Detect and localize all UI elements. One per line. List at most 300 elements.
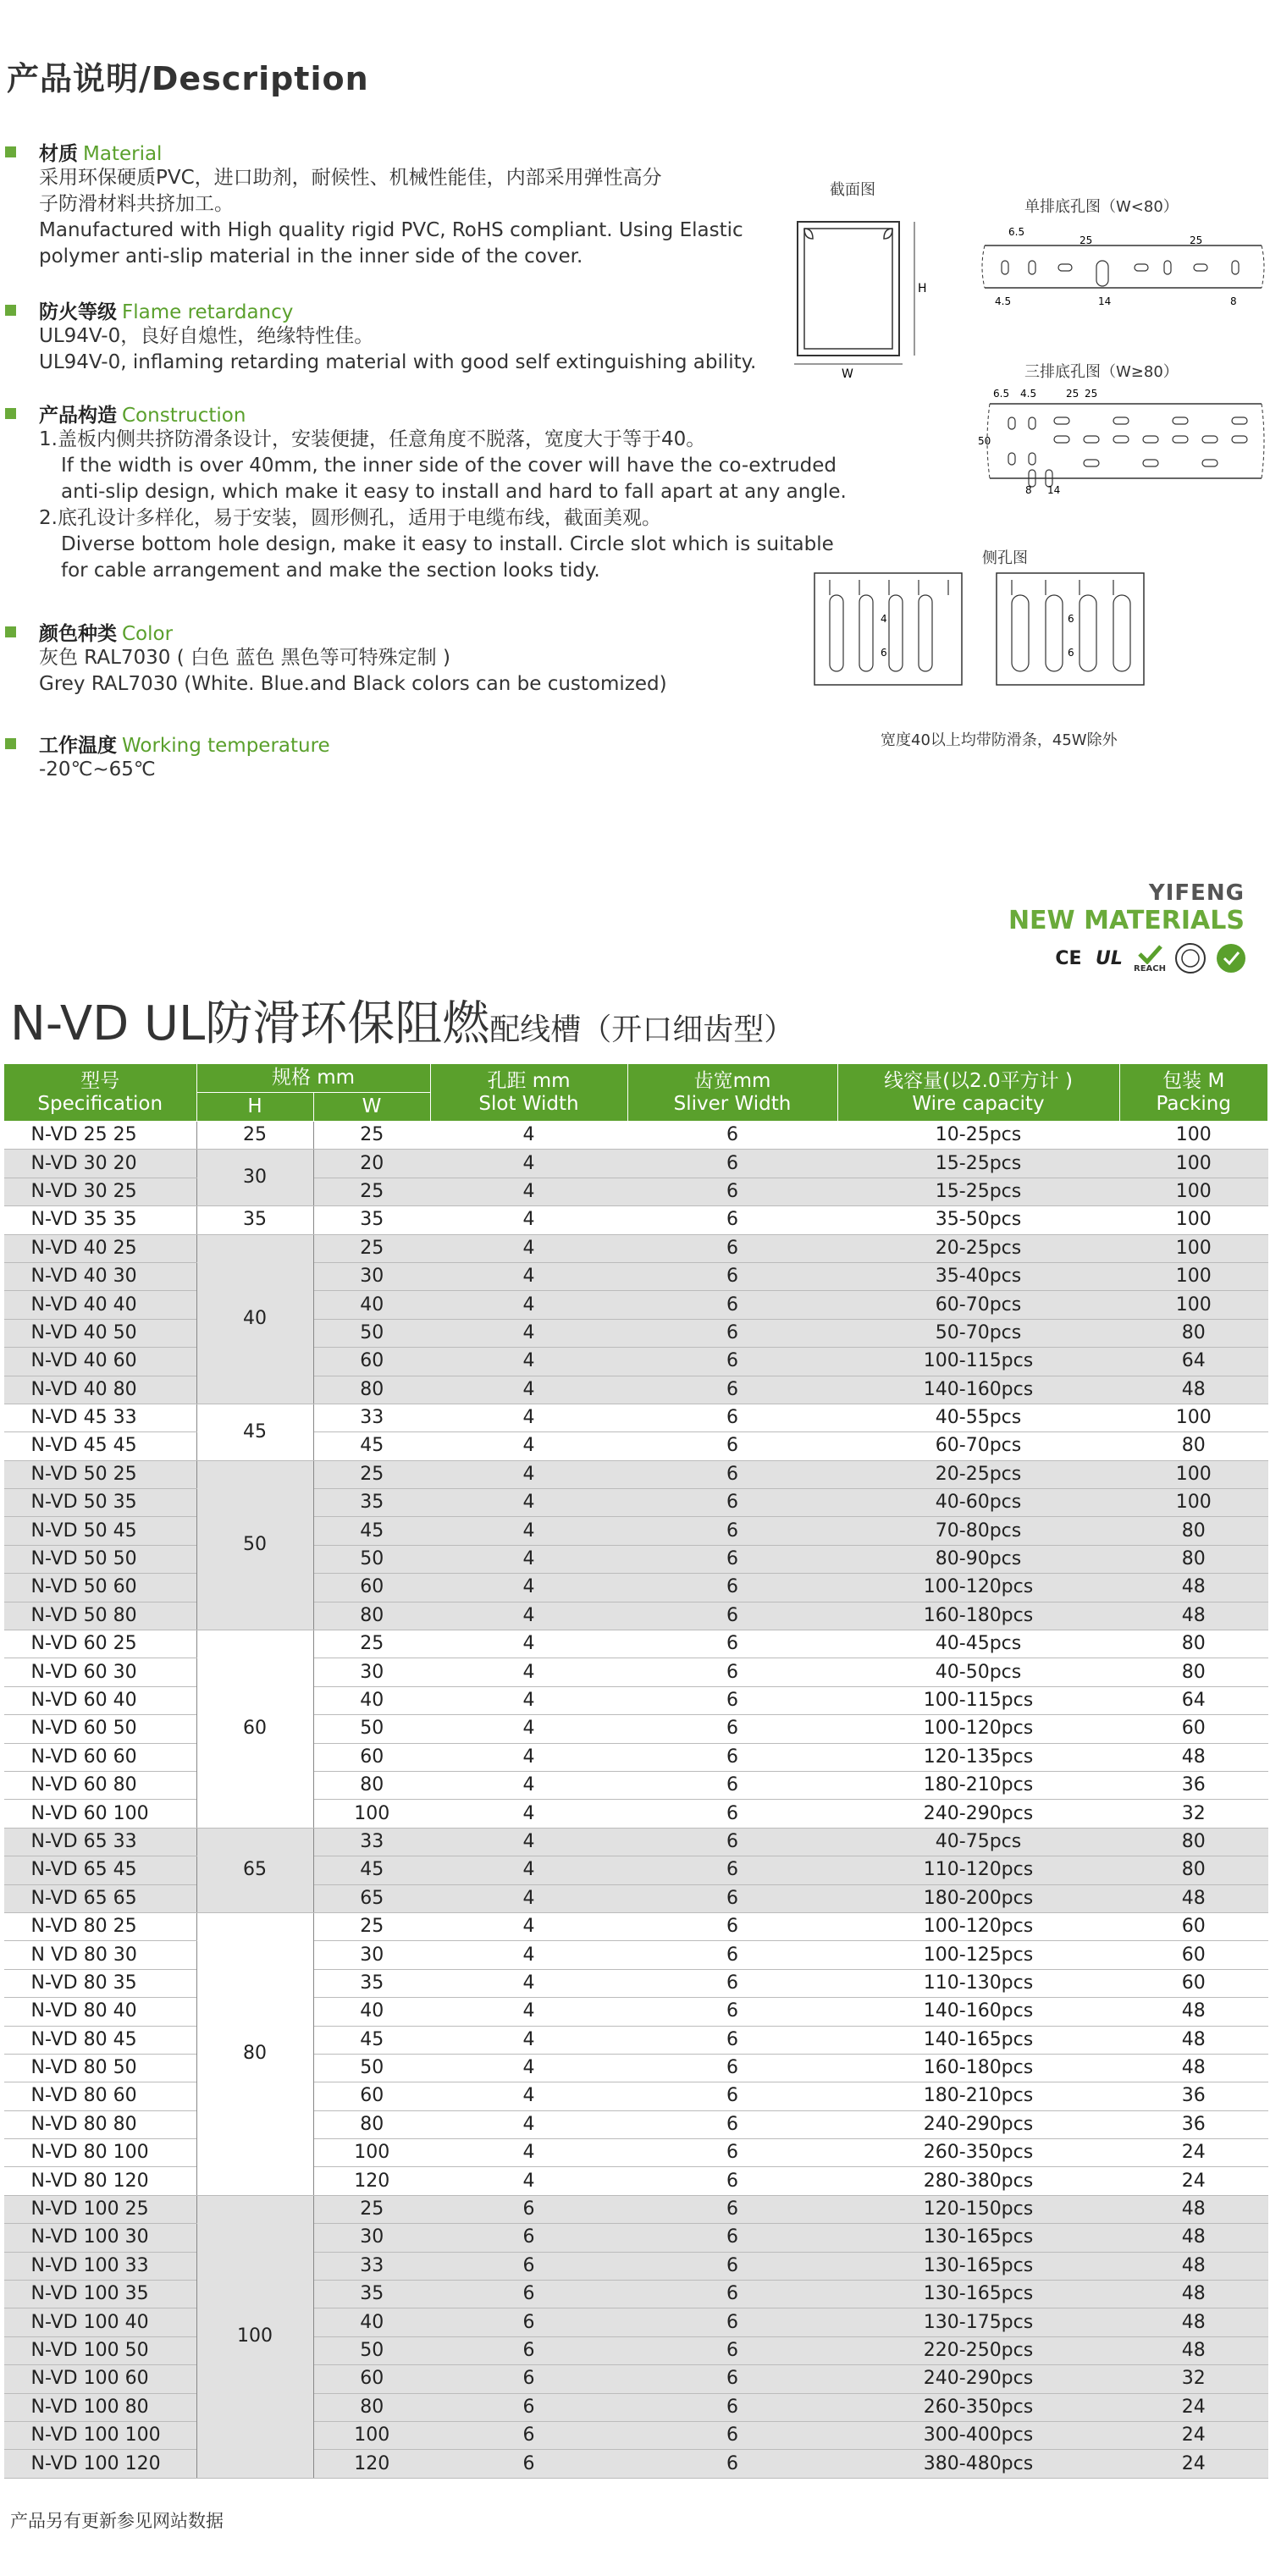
diagram-panel [787, 169, 1270, 779]
cell-capacity: 260-350pcs [837, 2393, 1119, 2421]
cell-w: 60 [313, 2365, 430, 2393]
single-row-hole-diagram [978, 220, 1266, 313]
bullet-icon [5, 626, 16, 637]
cell-slot: 6 [430, 2336, 627, 2364]
brand-tagline: NEW MATERIALS [1008, 906, 1245, 935]
cell-packing: 36 [1119, 2082, 1268, 2110]
section-line: -20℃~65℃ [39, 758, 156, 781]
cell-h: 35 [196, 1206, 313, 1234]
section-line: If the width is over 40mm, the inner side of the cover will have the co-extruded [61, 455, 837, 477]
cell-sliver: 6 [627, 1122, 837, 1150]
side-hole-label: 侧孔图 [982, 549, 1028, 567]
cell-packing: 32 [1119, 2365, 1268, 2393]
svg-text:4.5: 4.5 [1020, 388, 1037, 400]
cell-spec: N-VD 100 50 [4, 2336, 197, 2364]
cell-slot: 4 [430, 1234, 627, 1262]
cell-slot: 4 [430, 2139, 627, 2167]
section-title-cn: 工作温度 [39, 735, 117, 757]
cell-sliver: 6 [627, 1912, 837, 1940]
table-row [4, 1489, 1268, 1517]
cell-sliver: 6 [627, 2308, 837, 2336]
section-line: Grey RAL7030 (White. Blue.and Black colors can be customized) [39, 673, 667, 695]
cell-capacity: 100-115pcs [837, 1686, 1119, 1714]
cell-spec: N-VD 80 25 [4, 1912, 197, 1940]
cell-w: 120 [313, 2167, 430, 2195]
cell-packing: 48 [1119, 2195, 1268, 2223]
cell-capacity: 70-80pcs [837, 1517, 1119, 1545]
svg-text:14: 14 [1098, 295, 1112, 307]
cell-w: 25 [313, 1630, 430, 1658]
cell-slot: 4 [430, 1376, 627, 1404]
svg-text:4: 4 [881, 613, 887, 625]
cell-packing: 48 [1119, 2026, 1268, 2054]
cell-w: 45 [313, 1856, 430, 1884]
cell-w: 35 [313, 1489, 430, 1517]
cell-w: 50 [313, 1319, 430, 1347]
table-row [4, 1800, 1268, 1828]
svg-text:14: 14 [1047, 484, 1061, 495]
cell-slot: 4 [430, 1884, 627, 1912]
section-line: Diverse bottom hole design, make it easy to install. Circle slot which is suitable [61, 533, 834, 555]
cell-slot: 6 [430, 2365, 627, 2393]
section-line: polymer anti-slip material in the inner side of the cover. [39, 245, 583, 268]
cell-packing: 80 [1119, 1517, 1268, 1545]
svg-text:50: 50 [978, 435, 991, 447]
cell-slot: 6 [430, 2393, 627, 2421]
page-heading: 产品说明/Description [7, 60, 369, 97]
cell-w: 65 [313, 1884, 430, 1912]
cell-capacity: 40-55pcs [837, 1404, 1119, 1431]
table-row [4, 1630, 1268, 1658]
cell-spec: N-VD 100 120 [4, 2450, 197, 2478]
iso-icon [1173, 941, 1207, 975]
cell-sliver: 6 [627, 1150, 837, 1178]
table-row [4, 1715, 1268, 1743]
cell-w: 45 [313, 1432, 430, 1460]
cell-sliver: 6 [627, 2167, 837, 2195]
cell-slot: 4 [430, 1178, 627, 1205]
cell-w: 120 [313, 2450, 430, 2478]
brand-block [1008, 880, 1245, 935]
cell-packing: 80 [1119, 1828, 1268, 1856]
table-row [4, 2281, 1268, 2308]
table-row [4, 1178, 1268, 1205]
cell-capacity: 20-25pcs [837, 1460, 1119, 1488]
svg-text:25: 25 [1190, 234, 1203, 246]
cell-sliver: 6 [627, 1743, 837, 1771]
cell-spec: N-VD 30 25 [4, 1178, 197, 1205]
cell-packing: 80 [1119, 1545, 1268, 1573]
cell-capacity: 280-380pcs [837, 2167, 1119, 2195]
section-title-en: Construction [122, 405, 246, 427]
cell-slot: 4 [430, 2082, 627, 2110]
cell-w: 50 [313, 2054, 430, 2082]
cell-sliver: 6 [627, 2365, 837, 2393]
cell-spec: N-VD 100 35 [4, 2281, 197, 2308]
cell-slot: 4 [430, 1828, 627, 1856]
section-line: UL94V-0，良好自熄性，绝缘特性佳。 [39, 325, 374, 347]
certification-icons [1052, 941, 1248, 975]
cell-spec: N-VD 80 60 [4, 2082, 197, 2110]
cell-slot: 4 [430, 2054, 627, 2082]
spec-table [3, 1063, 1268, 2479]
cell-sliver: 6 [627, 2393, 837, 2421]
table-row [4, 2365, 1268, 2393]
cell-w: 60 [313, 1743, 430, 1771]
cell-slot: 4 [430, 1489, 627, 1517]
cell-packing: 36 [1119, 1771, 1268, 1799]
cell-sliver: 6 [627, 1432, 837, 1460]
cell-slot: 4 [430, 1856, 627, 1884]
svg-text:6: 6 [881, 647, 887, 659]
cell-capacity: 140-160pcs [837, 1998, 1119, 2026]
cell-sliver: 6 [627, 2281, 837, 2308]
cell-slot: 6 [430, 2252, 627, 2280]
cell-spec: N-VD 50 50 [4, 1545, 197, 1573]
cell-slot: 4 [430, 1460, 627, 1488]
cell-packing: 32 [1119, 1800, 1268, 1828]
cell-slot: 4 [430, 2167, 627, 2195]
cell-capacity: 120-150pcs [837, 2195, 1119, 2223]
cell-sliver: 6 [627, 2026, 837, 2054]
table-row [4, 1941, 1268, 1969]
cross-section-diagram [787, 212, 940, 381]
cell-spec: N-VD 65 65 [4, 1884, 197, 1912]
cell-sliver: 6 [627, 1291, 837, 1319]
cell-slot: 4 [430, 1150, 627, 1178]
cell-w: 80 [313, 2393, 430, 2421]
cell-packing: 100 [1119, 1291, 1268, 1319]
cell-packing: 100 [1119, 1262, 1268, 1290]
cell-packing: 60 [1119, 1941, 1268, 1969]
cell-slot: 4 [430, 2110, 627, 2138]
cell-capacity: 240-290pcs [837, 2110, 1119, 2138]
cell-spec: N-VD 60 100 [4, 1800, 197, 1828]
cell-packing: 48 [1119, 2054, 1268, 2082]
cell-spec: N-VD 100 33 [4, 2252, 197, 2280]
table-row [4, 2195, 1268, 2223]
col-size-header: 规格 mm [196, 1064, 430, 1093]
svg-text:6: 6 [1068, 647, 1074, 659]
cell-w: 33 [313, 1404, 430, 1431]
cell-sliver: 6 [627, 1460, 837, 1488]
cell-slot: 4 [430, 1291, 627, 1319]
cell-capacity: 20-25pcs [837, 1234, 1119, 1262]
cell-packing: 100 [1119, 1150, 1268, 1178]
cell-packing: 24 [1119, 2421, 1268, 2449]
side-hole-diagram-left [813, 571, 965, 690]
cell-spec: N-VD 45 45 [4, 1432, 197, 1460]
table-row [4, 1912, 1268, 1940]
table-row [4, 1460, 1268, 1488]
section-title-en: Material [83, 143, 163, 165]
section-line: 1.盖板内侧共挤防滑条设计，安装便捷，任意角度不脱落，宽度大于等于40。 [39, 428, 706, 450]
cell-capacity: 180-210pcs [837, 1771, 1119, 1799]
cell-packing: 48 [1119, 2336, 1268, 2364]
section-title-cn: 防火等级 [39, 301, 117, 323]
cell-sliver: 6 [627, 1884, 837, 1912]
table-row [4, 1602, 1268, 1630]
table-row [4, 1969, 1268, 1997]
table-row [4, 1828, 1268, 1856]
bullet-icon [5, 146, 16, 157]
cell-w: 100 [313, 2139, 430, 2167]
cell-w: 80 [313, 1376, 430, 1404]
table-row [4, 1998, 1268, 2026]
cell-sliver: 6 [627, 1658, 837, 1686]
table-row [4, 1262, 1268, 1290]
section-line: 子防滑材料共挤加工。 [39, 193, 234, 215]
section-line: Manufactured with High quality rigid PVC, RoHS compliant. Using Elastic [39, 219, 743, 241]
cell-w: 35 [313, 2281, 430, 2308]
cell-w: 60 [313, 1574, 430, 1602]
cell-sliver: 6 [627, 2252, 837, 2280]
cell-w: 40 [313, 1686, 430, 1714]
cell-spec: N-VD 60 30 [4, 1658, 197, 1686]
col-sliver-header: 齿宽mm Sliver Width [627, 1064, 837, 1122]
cell-sliver: 6 [627, 1404, 837, 1431]
table-row [4, 1658, 1268, 1686]
cell-capacity: 260-350pcs [837, 2139, 1119, 2167]
cell-packing: 100 [1119, 1404, 1268, 1431]
cell-capacity: 130-175pcs [837, 2308, 1119, 2336]
cell-capacity: 100-125pcs [837, 1941, 1119, 1969]
cell-spec: N-VD 40 30 [4, 1262, 197, 1290]
cell-w: 100 [313, 1800, 430, 1828]
cell-capacity: 140-160pcs [837, 1376, 1119, 1404]
cell-packing: 64 [1119, 1348, 1268, 1376]
cell-packing: 48 [1119, 2252, 1268, 2280]
cell-capacity: 300-400pcs [837, 2421, 1119, 2449]
cell-w: 30 [313, 1941, 430, 1969]
cell-spec: N-VD 50 45 [4, 1517, 197, 1545]
cell-spec: N-VD 30 20 [4, 1150, 197, 1178]
table-row [4, 1150, 1268, 1178]
cell-slot: 4 [430, 1517, 627, 1545]
cell-slot: 6 [430, 2281, 627, 2308]
cell-capacity: 130-165pcs [837, 2281, 1119, 2308]
cell-w: 35 [313, 1206, 430, 1234]
cell-packing: 100 [1119, 1489, 1268, 1517]
table-row [4, 2082, 1268, 2110]
cell-sliver: 6 [627, 1348, 837, 1376]
section-line: UL94V-0, inflaming retarding material with good self extinguishing ability. [39, 351, 757, 373]
cell-w: 40 [313, 1291, 430, 1319]
table-row [4, 1545, 1268, 1573]
cell-w: 25 [313, 1460, 430, 1488]
cell-spec: N-VD 80 45 [4, 2026, 197, 2054]
cell-sliver: 6 [627, 2054, 837, 2082]
cell-slot: 4 [430, 1348, 627, 1376]
cell-spec: N-VD 40 80 [4, 1376, 197, 1404]
table-row [4, 2421, 1268, 2449]
cell-packing: 48 [1119, 1743, 1268, 1771]
cell-spec: N-VD 65 45 [4, 1856, 197, 1884]
cell-sliver: 6 [627, 1800, 837, 1828]
triple-row-label: 三排底孔图（W≥80） [1024, 363, 1179, 381]
table-row [4, 2252, 1268, 2280]
dim-w: W [842, 367, 853, 381]
cell-capacity: 40-60pcs [837, 1489, 1119, 1517]
cell-spec: N-VD 100 80 [4, 2393, 197, 2421]
cell-spec: N-VD 65 33 [4, 1828, 197, 1856]
cell-w: 25 [313, 1122, 430, 1150]
table-row [4, 1432, 1268, 1460]
cell-packing: 80 [1119, 1432, 1268, 1460]
section-title-en: Working temperature [122, 735, 330, 757]
ce-mark-icon: CE [1055, 947, 1082, 969]
cell-capacity: 10-25pcs [837, 1122, 1119, 1150]
cell-packing: 100 [1119, 1178, 1268, 1205]
cell-capacity: 140-165pcs [837, 2026, 1119, 2054]
cell-h: 60 [196, 1630, 313, 1829]
cell-w: 45 [313, 2026, 430, 2054]
cell-w: 40 [313, 1998, 430, 2026]
col-w-header: W [313, 1093, 430, 1122]
cell-packing: 80 [1119, 1630, 1268, 1658]
cell-capacity: 110-120pcs [837, 1856, 1119, 1884]
table-row [4, 2393, 1268, 2421]
cell-spec: N-VD 50 35 [4, 1489, 197, 1517]
cell-packing: 48 [1119, 1884, 1268, 1912]
cell-h: 40 [196, 1234, 313, 1404]
cell-packing: 36 [1119, 2110, 1268, 2138]
cell-w: 30 [313, 2224, 430, 2252]
cell-packing: 100 [1119, 1234, 1268, 1262]
cell-capacity: 35-40pcs [837, 1262, 1119, 1290]
bullet-icon [5, 738, 16, 749]
table-row [4, 1319, 1268, 1347]
section-line: anti-slip design, which make it easy to install and hard to fall apart at any angle. [61, 481, 847, 503]
cell-spec: N-VD 80 120 [4, 2167, 197, 2195]
cell-slot: 4 [430, 1969, 627, 1997]
cell-w: 40 [313, 2308, 430, 2336]
table-row [4, 2308, 1268, 2336]
cell-spec: N-VD 100 30 [4, 2224, 197, 2252]
cell-sliver: 6 [627, 1376, 837, 1404]
section-1 [0, 296, 813, 376]
col-spec-header: 型号 Specification [4, 1064, 197, 1122]
cell-sliver: 6 [627, 1234, 837, 1262]
cell-slot: 6 [430, 2308, 627, 2336]
cell-w: 30 [313, 1658, 430, 1686]
cell-w: 80 [313, 2110, 430, 2138]
cell-sliver: 6 [627, 2082, 837, 2110]
product-title [10, 986, 794, 1054]
cell-slot: 4 [430, 1912, 627, 1940]
cell-spec: N-VD 60 50 [4, 1715, 197, 1743]
cell-slot: 6 [430, 2224, 627, 2252]
cell-packing: 48 [1119, 2224, 1268, 2252]
cell-slot: 4 [430, 1941, 627, 1969]
table-row [4, 2336, 1268, 2364]
cell-sliver: 6 [627, 2421, 837, 2449]
table-row [4, 1517, 1268, 1545]
table-row [4, 2167, 1268, 2195]
cell-slot: 4 [430, 1206, 627, 1234]
product-title-sub: 配线槽（开口细齿型） [489, 1012, 795, 1047]
cell-capacity: 100-120pcs [837, 1574, 1119, 1602]
svg-text:25: 25 [1066, 388, 1080, 400]
svg-text:4.5: 4.5 [995, 295, 1012, 307]
col-packing-header: 包装 M Packing [1119, 1064, 1268, 1122]
svg-text:25: 25 [1080, 234, 1093, 246]
cell-spec: N-VD 60 80 [4, 1771, 197, 1799]
cell-capacity: 100-115pcs [837, 1348, 1119, 1376]
cell-capacity: 130-165pcs [837, 2224, 1119, 2252]
cell-slot: 4 [430, 1715, 627, 1743]
col-h-header: H [196, 1093, 313, 1122]
cell-spec: N-VD 100 60 [4, 2365, 197, 2393]
cell-spec: N VD 80 30 [4, 1941, 197, 1969]
table-row [4, 1291, 1268, 1319]
cell-spec: N-VD 80 80 [4, 2110, 197, 2138]
cell-slot: 4 [430, 1998, 627, 2026]
cell-spec: N-VD 80 35 [4, 1969, 197, 1997]
cell-spec: N-VD 45 33 [4, 1404, 197, 1431]
col-slot-header: 孔距 mm Slot Width [430, 1064, 627, 1122]
cell-capacity: 35-50pcs [837, 1206, 1119, 1234]
cell-slot: 6 [430, 2421, 627, 2449]
cell-w: 100 [313, 2421, 430, 2449]
cell-sliver: 6 [627, 1206, 837, 1234]
cell-capacity: 120-135pcs [837, 1743, 1119, 1771]
cell-slot: 4 [430, 1432, 627, 1460]
svg-text:25: 25 [1085, 388, 1098, 400]
table-row [4, 1404, 1268, 1431]
cell-w: 33 [313, 2252, 430, 2280]
cell-packing: 48 [1119, 1998, 1268, 2026]
cell-h: 100 [196, 2195, 313, 2478]
section-title-cn: 颜色种类 [39, 623, 117, 645]
cell-w: 33 [313, 1828, 430, 1856]
cell-spec: N-VD 80 40 [4, 1998, 197, 2026]
cell-w: 50 [313, 2336, 430, 2364]
table-row [4, 1574, 1268, 1602]
cell-sliver: 6 [627, 1178, 837, 1205]
cell-capacity: 160-180pcs [837, 2054, 1119, 2082]
cell-sliver: 6 [627, 1828, 837, 1856]
cell-spec: N-VD 50 80 [4, 1602, 197, 1630]
cell-slot: 4 [430, 1319, 627, 1347]
cell-slot: 4 [430, 1122, 627, 1150]
section-line: 2.底孔设计多样化，易于安装，圆形侧孔，适用于电缆布线，截面美观。 [39, 507, 661, 529]
svg-text:8: 8 [1230, 295, 1237, 307]
section-4 [0, 730, 813, 783]
cell-w: 80 [313, 1602, 430, 1630]
cell-spec: N-VD 40 60 [4, 1348, 197, 1376]
cell-w: 25 [313, 1234, 430, 1262]
cell-slot: 4 [430, 1574, 627, 1602]
cell-slot: 4 [430, 1602, 627, 1630]
table-row [4, 2224, 1268, 2252]
cell-spec: N-VD 60 60 [4, 1743, 197, 1771]
cell-sliver: 6 [627, 1715, 837, 1743]
cell-sliver: 6 [627, 1517, 837, 1545]
section-title-en: Color [122, 623, 174, 645]
anti-slip-note: 宽度40以上均带防滑条，45W除外 [881, 731, 1118, 749]
cell-sliver: 6 [627, 2195, 837, 2223]
cell-w: 45 [313, 1517, 430, 1545]
cell-packing: 100 [1119, 1460, 1268, 1488]
section-line: 采用环保硬质PVC，进口助剂，耐候性、机械性能佳，内部采用弹性高分 [39, 167, 662, 189]
cell-capacity: 60-70pcs [837, 1291, 1119, 1319]
cell-spec: N-VD 60 25 [4, 1630, 197, 1658]
cell-sliver: 6 [627, 1602, 837, 1630]
cell-h: 65 [196, 1828, 313, 1912]
section-title-en: Flame retardancy [122, 301, 294, 323]
cell-slot: 4 [430, 1686, 627, 1714]
